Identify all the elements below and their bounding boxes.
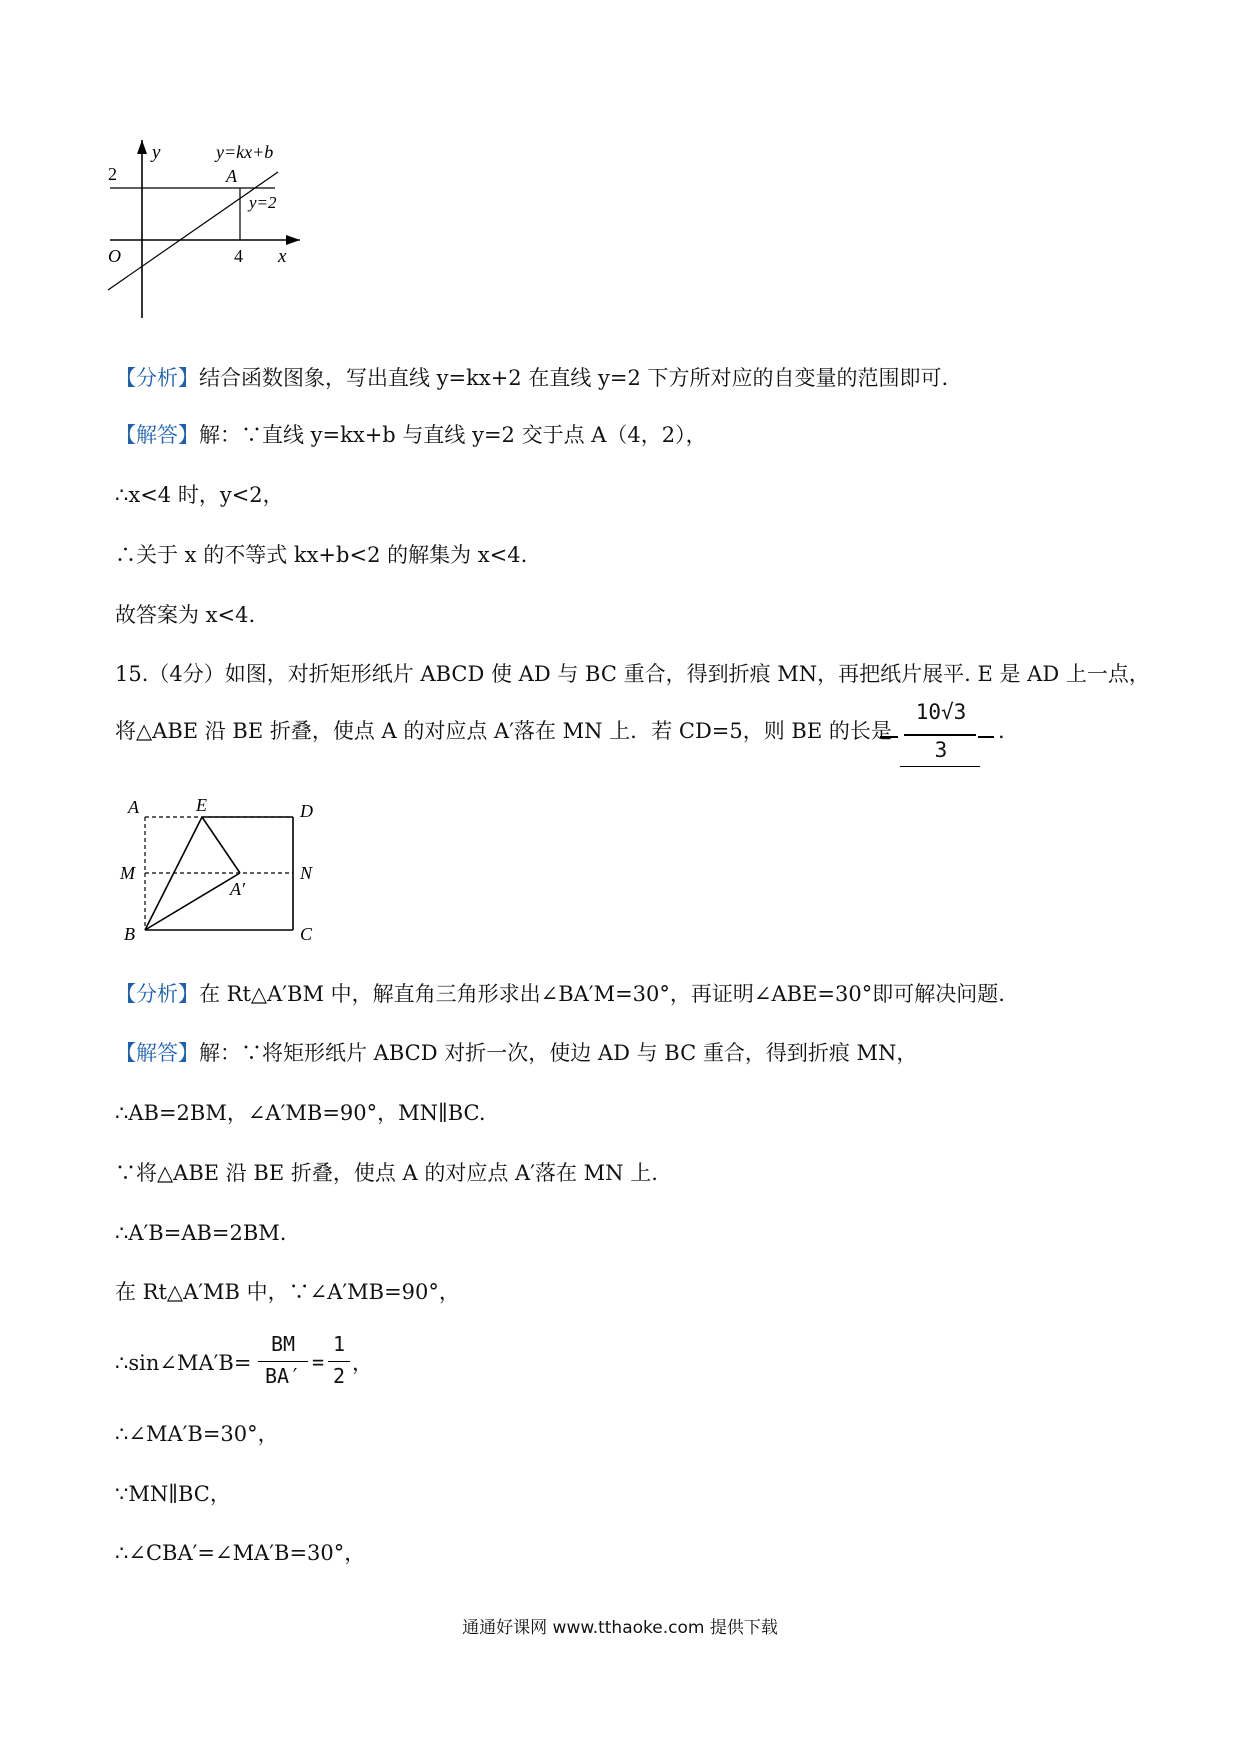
line-equation-label: y=kx+b bbox=[216, 142, 274, 162]
analysis-text: 结合函数图象，写出直线 y=kx+2 在直线 y=2 下方所对应的自变量的范围即可. bbox=[199, 366, 949, 390]
sin-fraction-2 bbox=[328, 1332, 350, 1392]
horizontal-line-label: y=2 bbox=[249, 193, 277, 212]
p14-analysis bbox=[115, 364, 948, 392]
answer-numerator: 10√3 bbox=[915, 700, 967, 724]
answer-tag: 【解答】 bbox=[115, 423, 199, 447]
p15-answer-line-2: ∴AB=2BM，∠A′MB=90°，MN∥BC. bbox=[115, 1101, 486, 1125]
p15-answer-line-4: ∴A′B=AB=2BM. bbox=[115, 1221, 287, 1245]
answer-denominator: 3 bbox=[934, 738, 948, 762]
answer-line-1: 解：∵直线 y=kx+b 与直线 y=2 交于点 A（4，2）， bbox=[199, 423, 707, 447]
p15-angle-line: ∴∠MA′B=30°， bbox=[115, 1422, 279, 1446]
p15-parallel-line: ∵MN∥BC， bbox=[115, 1482, 231, 1506]
analysis-tag: 【分析】 bbox=[115, 366, 199, 390]
sin-prefix: ∴sin∠MA′B= bbox=[115, 1351, 252, 1375]
label-a: A bbox=[128, 797, 139, 817]
origin-label: O bbox=[108, 246, 121, 266]
folded-rectangle-figure bbox=[110, 795, 330, 945]
answer-blank bbox=[880, 700, 995, 770]
p15-answer bbox=[115, 1039, 917, 1067]
point-a-label: A bbox=[226, 166, 237, 186]
p14-answer-line-4: 故答案为 x<4. bbox=[115, 603, 256, 627]
x-tick-label: 4 bbox=[234, 246, 243, 266]
p15-question-line-1: 15.（4分）如图，对折矩形纸片 ABCD 使 AD 与 BC 重合，得到折痕 MN，再把纸片展平. E 是 AD 上一点， bbox=[115, 662, 1150, 686]
y-tick-label: 2 bbox=[108, 164, 117, 184]
p14-answer bbox=[115, 421, 707, 449]
p15-question-line-2: 将△ABE 沿 BE 折叠，使点 A 的对应点 A′落在 MN 上．若 CD=5，则 BE 的长是 bbox=[115, 719, 892, 743]
label-m: M bbox=[120, 863, 135, 883]
p15-answer-line-3: ∵将△ABE 沿 BE 折叠，使点 A 的对应点 A′落在 MN 上. bbox=[115, 1161, 658, 1185]
label-e: E bbox=[196, 795, 207, 815]
sin-suffix: ， bbox=[352, 1351, 373, 1375]
label-b: B bbox=[124, 924, 135, 944]
label-d: D bbox=[300, 801, 313, 821]
answer-line-1: 解：∵将矩形纸片 ABCD 对折一次，使边 AD 与 BC 重合，得到折痕 MN， bbox=[199, 1041, 918, 1065]
sin-fraction-1 bbox=[258, 1332, 308, 1392]
x-axis-label: x bbox=[278, 246, 287, 267]
p15-cba-line: ∴∠CBA′=∠MA′B=30°， bbox=[115, 1541, 366, 1565]
label-a-prime: A′ bbox=[230, 879, 245, 899]
sin-numerator-2: 1 bbox=[332, 1332, 346, 1356]
label-n: N bbox=[300, 863, 313, 883]
analysis-text: 在 Rt△A′BM 中，解直角三角形求出∠BA′M=30°，再证明∠ABE=30°即可解决问题. bbox=[199, 982, 1005, 1006]
p15-analysis bbox=[115, 980, 1005, 1008]
sin-denominator-2: 2 bbox=[332, 1364, 346, 1388]
question-end-period: . bbox=[998, 719, 1005, 743]
p14-answer-line-3: ∴关于 x 的不等式 kx+b<2 的解集为 x<4. bbox=[115, 543, 528, 567]
sin-equals: = bbox=[312, 1350, 325, 1374]
y-axis-label: y bbox=[152, 142, 161, 163]
sin-numerator-1: BM bbox=[270, 1332, 296, 1356]
label-c: C bbox=[300, 924, 313, 944]
analysis-tag: 【分析】 bbox=[115, 982, 199, 1006]
linear-function-graph bbox=[100, 140, 330, 325]
p14-answer-line-2: ∴x<4 时，y<2， bbox=[115, 483, 284, 507]
answer-tag: 【解答】 bbox=[115, 1041, 199, 1065]
p15-answer-line-5: 在 Rt△A′MB 中，∵∠A′MB=90°， bbox=[115, 1280, 460, 1304]
page-footer: 通通好课网 www.tthaoke.com 提供下载 bbox=[462, 1618, 778, 1638]
sin-denominator-1: BA′ bbox=[264, 1364, 302, 1388]
